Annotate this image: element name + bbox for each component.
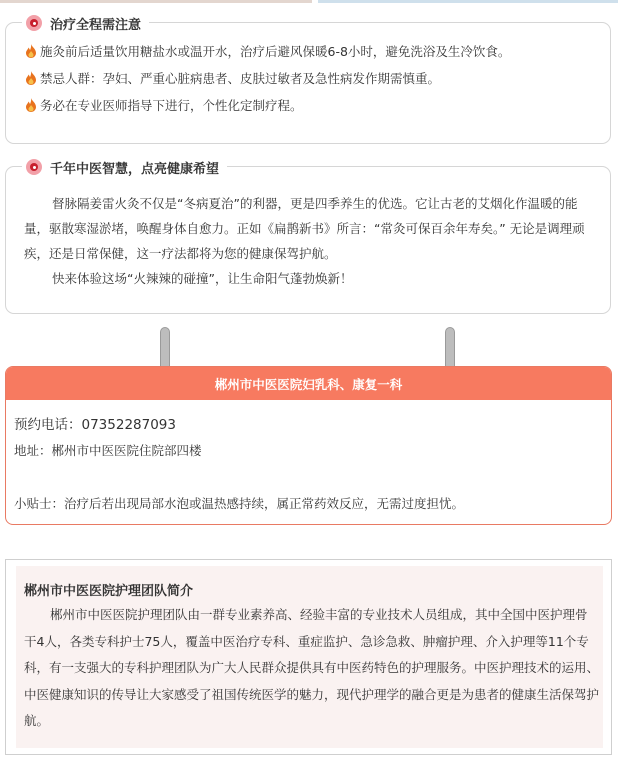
top-image-right [318,0,618,3]
top-image-left [0,0,312,3]
nursing-team-paragraph: 郴州市中医医院护理团队由一群专业素养高、经验丰富的专业技术人员组成，其中全国中医护理骨干4人，各类专科护士75人，覆盖中医治疗专科、重症监护、急诊急救、肿瘤护理、介入护理等11个专科，有一支强大的专科护理团队为广大人民群众提供具有中医药特色的护理服务。中医护理技术的运用、中医健康知识的传导让大家感受了祖国传统医学的魅力，现代护理学的融合更是为患者的健康生活保驾护航。 [24,607,600,728]
wisdom-paragraph: 督脉隔姜雷火灸不仅是“冬病夏治”的利器，更是四季养生的优选。它让古老的艾烟化作温暖的能量，驱散寒湿淤堵，唤醒身体自愈力。正如《扁鹊新书》所言：“常灸可保百余年寿矣。” 无论是调理顽疾，还是日常保健，这一疗法都将为您的健康保驾护航。 [24,196,585,261]
wisdom-text [24,191,594,291]
fire-icon [25,44,37,58]
address-text: 地址：郴州市中医医院住院部四楼 [14,443,202,458]
fire-icon [25,98,37,112]
list-item [25,37,600,64]
precautions-title [22,13,149,33]
list-item [25,91,600,118]
nursing-team-title: 郴州市中医医院护理团队简介 [24,584,194,599]
fire-icon [25,71,37,85]
precaution-text: 务必在专业医师指导下进行，个性化定制疗程。 [40,97,303,113]
flower-badge-icon [26,159,42,175]
precaution-text: 禁忌人群：孕妇、严重心脏病患者、皮肤过敏者及急性病发作期需慎重。 [40,70,441,86]
phone-text: 预约电话：07352287093 [14,417,176,433]
contact-card [5,366,612,525]
flower-badge-icon [26,15,42,31]
section-title: 千年中医智慧，点亮健康希望 [50,161,220,177]
nursing-team-body [24,602,599,735]
precautions-list [25,37,600,118]
wisdom-title [22,157,227,177]
precaution-text: 施灸前后适量饮用糖盐水或温开水，治疗后避风保暖6-8小时，避免洗浴及生冷饮食。 [40,43,511,59]
wisdom-paragraph: 快来体验这场“火辣辣的碰撞”，让生命阳气蓬勃焕新！ [52,271,353,286]
department-header: 郴州市中医医院妇乳科、康复一科 [6,367,611,400]
section-title: 治疗全程需注意 [50,17,142,33]
nursing-team-section [5,559,612,755]
tip-text: 小贴士：治疗后若出现局部水泡或温热感持续，属正常药效反应，无需过度担忧。 [14,496,465,511]
precautions-card [5,22,611,144]
top-image-strip [0,0,618,4]
list-item [25,64,600,91]
